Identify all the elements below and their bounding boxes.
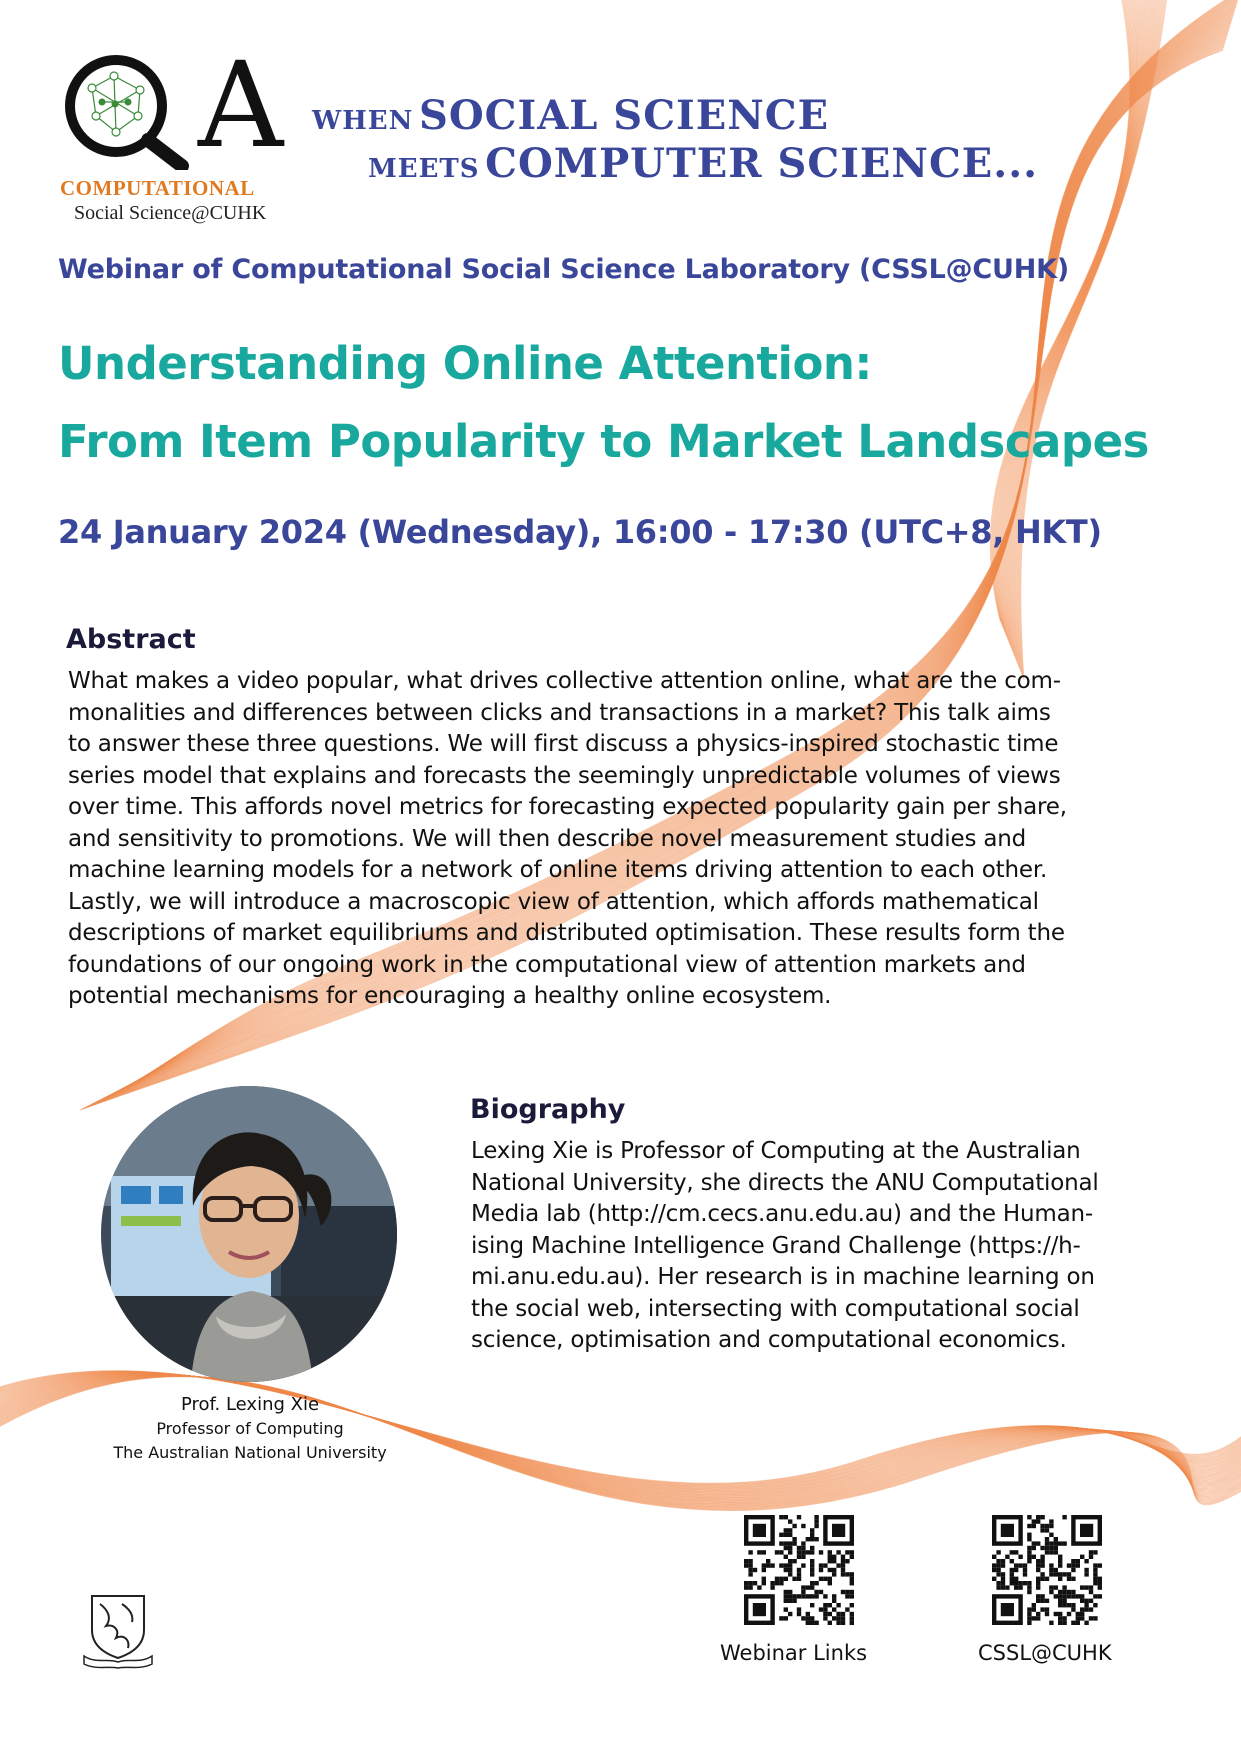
tagline-line1 <box>312 92 829 139</box>
speaker-position: Professor of Computing <box>156 1419 344 1438</box>
tagline-line2 <box>368 140 1038 187</box>
webinar-links-label: Webinar Links <box>720 1641 868 1665</box>
speaker-photo <box>101 1086 397 1382</box>
abstract-heading: Abstract <box>66 624 196 655</box>
abstract-text: What makes a video popular, what drives collective attention online, what are the com- monalities and differences between clicks and transactions in a market? This talk aims to answer these three questions. We will first discuss a physics-inspired stochastic time series model that explains and forecasts the seemingly unpredictable volumes of views over time. This affords novel metrics for forecasting expected popularity gain per share, and sensitivity to promotions. We will then describe novel measurement studies and machine learning models for a network of online items driving attention to each other. Lastly, we will introduce a macroscopic view of attention, which affords mathematical descriptions of market equilibriums and distributed optimisation. These results form the foundations of our ongoing work in the computational view of attention markets and potential mechanisms for encouraging a healthy online ecosystem. <box>68 668 1067 1009</box>
biography-heading: Biography <box>470 1094 626 1125</box>
logo-computational-text: COMPUTATIONAL <box>60 176 255 200</box>
university-crest-icon <box>82 1590 154 1670</box>
biography-text: Lexing Xie is Professor of Computing at the Australian National University, she directs the ANU Computational Media lab (http://cm.cecs.anu.edu.au) and the Human- ising Machine Intelligence Grand Challenge (https://h- mi.anu.edu.au). Her research is in machine learning on the social web, intersecting with computational social science, optimisation and computational economics. <box>471 1138 1099 1353</box>
tagline-computer-science: COMPUTER SCIENCE... <box>485 140 1039 187</box>
logo-social-science-text: Social Science@CUHK <box>74 202 267 224</box>
magnifier-logo-icon <box>58 50 198 170</box>
cssl-logo <box>58 36 298 230</box>
tagline-meets: MEETS <box>368 154 480 184</box>
speaker-caption <box>90 1393 410 1465</box>
logo-letter-a: A <box>198 36 284 174</box>
talk-title-line2: From Item Popularity to Market Landscapes <box>58 415 1149 468</box>
talk-title-line1: Understanding Online Attention: <box>58 337 872 390</box>
tagline-when: WHEN <box>312 106 414 136</box>
webinar-links-qr-code-icon[interactable] <box>744 1515 854 1625</box>
speaker-name: Prof. Lexing Xie <box>180 1394 320 1415</box>
event-date: 24 January 2024 (Wednesday), 16:00 - 17:30 (UTC+8, HKT) <box>58 513 1102 551</box>
tagline-social-science: SOCIAL SCIENCE <box>418 92 830 139</box>
cssl-qr-code-icon[interactable] <box>992 1515 1102 1625</box>
cssl-label: CSSL@CUHK <box>978 1641 1112 1665</box>
webinar-series-title: Webinar of Computational Social Science Laboratory (CSSL@CUHK) <box>58 254 1069 285</box>
speaker-affiliation: The Australian National University <box>113 1443 387 1462</box>
